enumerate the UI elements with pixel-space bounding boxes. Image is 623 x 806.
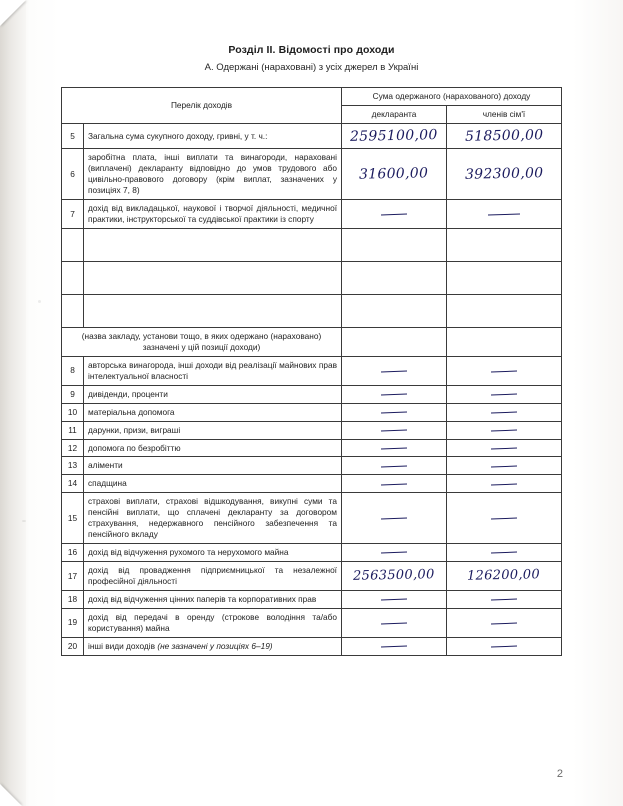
row-description: дохід від провадження підприємницької та незалежної професійної діяльності bbox=[84, 562, 342, 591]
dash-mark bbox=[491, 518, 517, 520]
row-description: дохід від передачі в оренду (строкове володіння та/або користування) майна bbox=[84, 608, 342, 637]
row-number: 12 bbox=[62, 439, 84, 457]
row-number: 10 bbox=[62, 403, 84, 421]
table-row bbox=[62, 544, 562, 562]
row-number: 5 bbox=[62, 123, 84, 148]
dash-mark bbox=[381, 622, 407, 624]
row-description: авторська винагорода, інші доходи від реалізації майнових прав інтелектуальної власності bbox=[84, 356, 342, 385]
dash-mark bbox=[491, 622, 517, 624]
row-family-value[interactable] bbox=[447, 493, 562, 544]
row-family-value[interactable] bbox=[447, 385, 562, 403]
row-declarant-empty[interactable] bbox=[342, 261, 447, 294]
page-title: Розділ II. Відомості про доходи bbox=[228, 44, 395, 56]
table-row bbox=[62, 590, 562, 608]
row-description: страхові виплати, страхові відшкодування, викупні суми та пенсійні виплати, що сплачені декларанту за договором страхування, недержавного пенсійного забезпечення та пенсійного вкладу bbox=[84, 493, 342, 544]
dash-mark bbox=[381, 646, 407, 648]
row-declarant-value[interactable] bbox=[342, 403, 447, 421]
row-number: 8 bbox=[62, 356, 84, 385]
table-row bbox=[62, 385, 562, 403]
scan-artifact bbox=[38, 300, 41, 303]
row-family-value[interactable]: 126200,00 bbox=[447, 562, 562, 591]
table-blank-row bbox=[62, 228, 562, 261]
row-number: 18 bbox=[62, 590, 84, 608]
dash-mark bbox=[491, 552, 517, 554]
row-number: 19 bbox=[62, 608, 84, 637]
row-family-value[interactable] bbox=[447, 403, 562, 421]
table-note-row bbox=[62, 327, 562, 356]
dash-mark bbox=[491, 465, 517, 467]
row-declarant-value[interactable]: 31600,00 bbox=[342, 149, 447, 200]
dash-mark bbox=[381, 599, 407, 601]
dash-mark bbox=[381, 429, 407, 431]
table-row bbox=[62, 637, 562, 655]
dash-mark bbox=[381, 465, 407, 467]
table-row bbox=[62, 439, 562, 457]
header-family: членів сім'ї bbox=[447, 105, 562, 123]
table-row bbox=[62, 200, 562, 229]
row-declarant-value[interactable] bbox=[342, 439, 447, 457]
table-row bbox=[62, 493, 562, 544]
row-number: 9 bbox=[62, 385, 84, 403]
dash-mark bbox=[381, 370, 407, 372]
row-description: дарунки, призи, виграші bbox=[84, 421, 342, 439]
row-description: дивіденди, проценти bbox=[84, 385, 342, 403]
row-declarant-value[interactable] bbox=[342, 421, 447, 439]
row-family-empty[interactable] bbox=[447, 228, 562, 261]
row-family-empty[interactable] bbox=[447, 261, 562, 294]
dash-mark bbox=[491, 394, 517, 396]
row-family-value[interactable] bbox=[447, 200, 562, 229]
dash-mark bbox=[381, 518, 407, 520]
row-family-value[interactable] bbox=[447, 590, 562, 608]
row-number: 20 bbox=[62, 637, 84, 655]
row-number: 17 bbox=[62, 562, 84, 591]
row-declarant-value[interactable]: 2563500,00 bbox=[342, 562, 447, 591]
row-family-value[interactable] bbox=[447, 544, 562, 562]
row-family-value[interactable] bbox=[447, 457, 562, 475]
table-blank-row bbox=[62, 261, 562, 294]
row-declarant-value[interactable] bbox=[342, 637, 447, 655]
row-description bbox=[84, 637, 342, 655]
header-list-of-incomes: Перелік доходів bbox=[62, 88, 342, 124]
row-family-value[interactable] bbox=[447, 608, 562, 637]
table-header-row-1 bbox=[62, 88, 562, 106]
row-family-value[interactable] bbox=[447, 439, 562, 457]
row-family-value[interactable] bbox=[447, 356, 562, 385]
table-row bbox=[62, 421, 562, 439]
dash-mark bbox=[491, 370, 517, 372]
header-declarant: декларанта bbox=[342, 105, 447, 123]
dash-mark bbox=[491, 447, 517, 449]
table-row bbox=[62, 149, 562, 200]
row-family-value[interactable] bbox=[447, 637, 562, 655]
dash-mark bbox=[491, 429, 517, 431]
row-declarant-empty[interactable] bbox=[342, 228, 447, 261]
row-description: спадщина bbox=[84, 475, 342, 493]
dash-mark bbox=[488, 213, 520, 215]
dash-mark bbox=[491, 412, 517, 414]
dash-mark bbox=[491, 599, 517, 601]
dash-mark bbox=[491, 646, 517, 648]
dash-mark bbox=[491, 483, 517, 485]
header-amount-group: Сума одержаного (нарахованого) доходу bbox=[342, 88, 562, 106]
table-row bbox=[62, 562, 562, 591]
row-number-empty bbox=[62, 261, 84, 294]
row-description: заробітна плата, інші виплати та винагороди, нараховані (виплачені) декларанту відповідно до умов трудового або цивільно-правового договору (крім виплат, зазначених у позиціях 7, 8) bbox=[84, 149, 342, 200]
row-declarant-value[interactable] bbox=[342, 493, 447, 544]
row-description-plain: інші види доходів bbox=[88, 640, 158, 651]
page-corner-fold-bottom bbox=[0, 784, 22, 806]
dash-mark bbox=[381, 394, 407, 396]
dash-mark bbox=[381, 552, 407, 554]
row-number-empty bbox=[62, 294, 84, 327]
row-number: 14 bbox=[62, 475, 84, 493]
row-description-empty[interactable] bbox=[84, 261, 342, 294]
row-declarant-value[interactable] bbox=[342, 356, 447, 385]
row-family-value[interactable] bbox=[447, 475, 562, 493]
row-description: матеріальна допомога bbox=[84, 403, 342, 421]
row-family-value[interactable]: 518500,00 bbox=[447, 123, 562, 148]
table-row bbox=[62, 608, 562, 637]
row-number: 7 bbox=[62, 200, 84, 229]
dash-mark bbox=[381, 483, 407, 485]
dash-mark bbox=[381, 412, 407, 414]
row-family-value[interactable]: 392300,00 bbox=[447, 149, 562, 200]
row-description: Загальна сума сукупного доходу, гривні, у т. ч.: bbox=[84, 123, 342, 148]
dash-mark bbox=[381, 447, 407, 449]
row-declarant-value[interactable] bbox=[342, 385, 447, 403]
table-blank-row bbox=[62, 294, 562, 327]
row-declarant-value[interactable] bbox=[342, 544, 447, 562]
table-row bbox=[62, 475, 562, 493]
row-number-empty bbox=[62, 228, 84, 261]
row-family-value[interactable] bbox=[447, 421, 562, 439]
row-description: дохід від відчуження цінних паперів та корпоративних прав bbox=[84, 590, 342, 608]
document-title-block bbox=[0, 44, 623, 73]
dash-mark bbox=[381, 213, 407, 215]
table-row bbox=[62, 403, 562, 421]
row-number: 13 bbox=[62, 457, 84, 475]
row-declarant-empty[interactable] bbox=[342, 294, 447, 327]
row-number: 16 bbox=[62, 544, 84, 562]
row-declarant-value[interactable] bbox=[342, 200, 447, 229]
footnote-text: (назва закладу, установи тощо, в яких одержано (нараховано) зазначені у цій позиції доходи) bbox=[62, 327, 342, 356]
row-description: дохід від викладацької, наукової і творчої діяльності, медичної практики, інструкторської та суддівської практики із спорту bbox=[84, 200, 342, 229]
row-description-italic: (не зазначені у позиціях 6–19) bbox=[157, 640, 273, 651]
row-declarant-value[interactable] bbox=[342, 608, 447, 637]
row-number: 11 bbox=[62, 421, 84, 439]
table-row bbox=[62, 123, 562, 148]
scan-artifact bbox=[22, 520, 26, 522]
page-subtitle: А. Одержані (нараховані) з усіх джерел в Україні bbox=[204, 62, 419, 73]
row-family-empty[interactable] bbox=[447, 294, 562, 327]
row-description-empty[interactable] bbox=[84, 228, 342, 261]
row-number: 6 bbox=[62, 149, 84, 200]
row-declarant-value[interactable]: 2595100,00 bbox=[342, 123, 447, 148]
row-declarant-value[interactable] bbox=[342, 457, 447, 475]
row-description: аліменти bbox=[84, 457, 342, 475]
row-description: допомога по безробіттю bbox=[84, 439, 342, 457]
row-description-empty[interactable] bbox=[84, 294, 342, 327]
page-number-mark: 2 bbox=[556, 768, 563, 780]
row-declarant-value[interactable] bbox=[342, 590, 447, 608]
note-declarant-empty bbox=[342, 327, 447, 356]
row-number: 15 bbox=[62, 493, 84, 544]
income-table bbox=[61, 87, 562, 656]
row-description: дохід від відчуження рухомого та нерухомого майна bbox=[84, 544, 342, 562]
table-row bbox=[62, 356, 562, 385]
row-declarant-value[interactable] bbox=[342, 475, 447, 493]
note-family-empty bbox=[447, 327, 562, 356]
table-row bbox=[62, 457, 562, 475]
